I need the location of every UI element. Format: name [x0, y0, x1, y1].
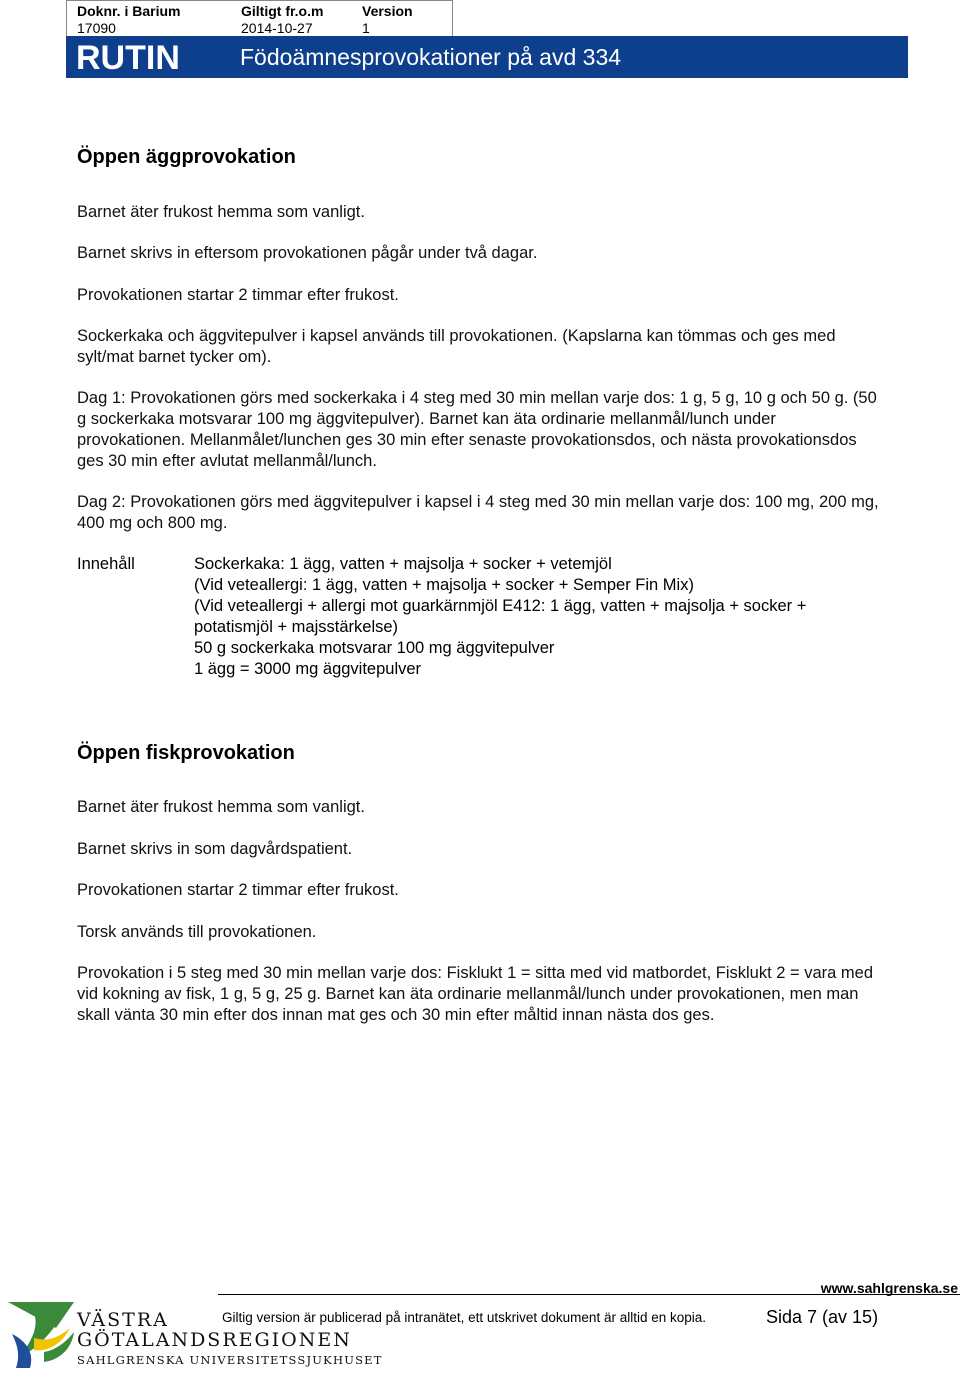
- fish-paragraph: Barnet skrivs in som dagvårdspatient.: [77, 840, 353, 858]
- fish-paragraph: Provokationen startar 2 timmar efter frukost.: [77, 881, 399, 899]
- document-type: RUTIN: [76, 39, 180, 77]
- egg-paragraph: Barnet skrivs in eftersom provokationen pågår under två dagar.: [77, 244, 538, 262]
- contents-label: Innehåll: [77, 555, 135, 573]
- version-value: 1: [362, 20, 370, 36]
- fish-paragraph: Provokation i 5 steg med 30 min mellan varje dos: Fisklukt 1 = sitta med vid matbordet, Fisklukt 2 = vara med vid kokning av fisk, 1 g, 5 g, 25 g. Barnet kan äta ordinarie mellanmål/lunch under provokationen, men man skall vänta 30 min efter dos innan mat ges och 30 min efter måltid innan nästa dos ges.: [77, 964, 874, 1024]
- page-number: Sida 7 (av 15): [766, 1307, 879, 1327]
- egg-paragraph: Provokationen startar 2 timmar efter frukost.: [77, 286, 399, 304]
- valid-from-value: 2014-10-27: [241, 20, 313, 36]
- version-label: Version: [362, 3, 413, 19]
- contents-list: [194, 554, 884, 680]
- contents-line: (Vid veteallergi: 1 ägg, vatten + majsolja + socker + Semper Fin Mix): [194, 576, 694, 594]
- egg-paragraph: Dag 1: Provokationen görs med sockerkaka i 4 steg med 30 min mellan varje dos: 1 g, 5 g, 10 g och 50 g. (50 g sockerkaka motsvarar 100 mg äggvitepulver). Barnet kan äta ordinarie mellanmål/lunch under provokationen. Mellanmålet/lunchen ges 30 min efter senaste provokationsdos, och nästa provokationsdos ges 30 min efter avlutat mellanmål/lunch.: [77, 389, 877, 470]
- logo-text-line2: GÖTALANDSREGIONEN: [77, 1329, 352, 1351]
- header-band: [66, 36, 908, 78]
- contents-line: 50 g sockerkaka motsvarar 100 mg äggvitepulver: [194, 639, 555, 657]
- egg-paragraph: Dag 2: Provokationen görs med äggvitepulver i kapsel i 4 steg med 30 min mellan varje dos: 100 mg, 200 mg, 400 mg och 800 mg.: [77, 493, 879, 532]
- egg-paragraph: Sockerkaka och äggvitepulver i kapsel används till provokationen. (Kapslarna kan tömmas och ges med sylt/mat barnet tycker om).: [77, 327, 836, 366]
- footer-validity-note: Giltig version är publicerad på intranätet, ett utskrivet dokument är alltid en kopia.: [222, 1310, 707, 1325]
- footer-divider: [218, 1294, 960, 1295]
- egg-section-heading: Öppen äggprovokation: [77, 146, 296, 168]
- contents-line: Sockerkaka: 1 ägg, vatten + majsolja + socker + vetemjöl: [194, 555, 612, 573]
- egg-paragraph: Barnet äter frukost hemma som vanligt.: [77, 203, 365, 221]
- fish-section-heading: Öppen fiskprovokation: [77, 742, 295, 764]
- logo-text-line1: VÄSTRA: [77, 1309, 169, 1331]
- contents-line: (Vid veteallergi + allergi mot guarkärnmjöl E412: 1 ägg, vatten + majsolja + socker + potatismjöl + majsstärkelse): [194, 597, 807, 636]
- fish-paragraph: Barnet äter frukost hemma som vanligt.: [77, 798, 365, 816]
- contents-line: 1 ägg = 3000 mg äggvitepulver: [194, 660, 422, 678]
- valid-from-label: Giltigt fr.o.m: [241, 3, 324, 19]
- fish-paragraph: Torsk används till provokationen.: [77, 923, 317, 941]
- logo-text-line3: SAHLGRENSKA UNIVERSITETSSJUKHUSET: [77, 1353, 383, 1367]
- footer-website-link[interactable]: www.sahlgrenska.se: [820, 1280, 958, 1296]
- document-title: Födoämnesprovokationer på avd 334: [240, 44, 622, 70]
- doknr-label: Doknr. i Barium: [77, 3, 181, 19]
- document-meta-box: [66, 0, 453, 37]
- doknr-value: 17090: [77, 20, 116, 36]
